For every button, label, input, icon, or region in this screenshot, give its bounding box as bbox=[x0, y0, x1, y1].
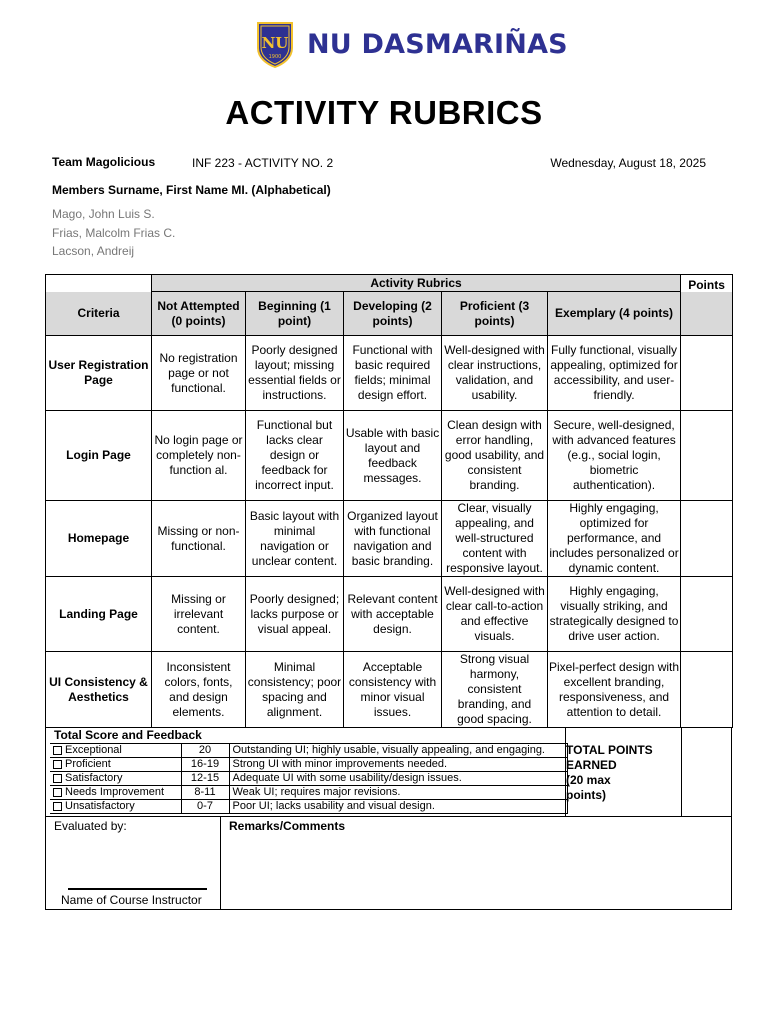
divider bbox=[681, 727, 682, 817]
instructor-name-label: Name of Course Instructor bbox=[61, 893, 202, 907]
rubric-row bbox=[46, 411, 733, 501]
rubric-cell: Basic layout with minimal navigation or unclear content. bbox=[246, 501, 344, 577]
score-level[interactable]: Proficient bbox=[50, 758, 181, 772]
rubric-table bbox=[45, 274, 733, 728]
rubric-cell: Strong visual harmony, consistent branding, and good spacing. bbox=[442, 652, 548, 728]
member-name: Mago, John Luis S. bbox=[52, 207, 155, 221]
criterion-cell: UI Consistency & Aesthetics bbox=[46, 652, 152, 728]
score-row bbox=[50, 772, 567, 786]
score-range: 8-11 bbox=[181, 786, 229, 800]
rubric-cell: Acceptable consistency with minor visual issues. bbox=[344, 652, 442, 728]
svg-text:1900: 1900 bbox=[268, 54, 282, 60]
score-feedback: Outstanding UI; highly usable, visually appealing, and engaging. bbox=[229, 744, 567, 758]
criterion-cell: User Registration Page bbox=[46, 336, 152, 411]
score-level[interactable]: Satisfactory bbox=[50, 772, 181, 786]
score-feedback-title: Total Score and Feedback bbox=[54, 728, 202, 742]
rubric-cell: Pixel-perfect design with excellent branding, responsiveness, and attention to detail. bbox=[548, 652, 681, 728]
checkbox-icon[interactable] bbox=[53, 746, 62, 755]
course-activity: INF 223 - ACTIVITY NO. 2 bbox=[192, 156, 334, 170]
level-header: Proficient (3 points) bbox=[442, 292, 548, 336]
score-feedback: Poor UI; lacks usability and visual design. bbox=[229, 800, 567, 814]
points-cell[interactable] bbox=[681, 652, 733, 728]
remarks-label: Remarks/Comments bbox=[229, 819, 346, 833]
points-header: Points bbox=[681, 292, 733, 336]
rubric-cell: Secure, well-designed, with advanced features (e.g., social login, biometric authentication). bbox=[548, 411, 681, 501]
group-header: Activity Rubrics bbox=[152, 275, 681, 292]
rubric-cell: Highly engaging, visually striking, and strategically designed to drive user action. bbox=[548, 577, 681, 652]
evaluated-by-label: Evaluated by: bbox=[54, 819, 127, 833]
rubric-cell: Missing or irrelevant content. bbox=[152, 577, 246, 652]
level-header: Beginning (1 point) bbox=[246, 292, 344, 336]
points-cell[interactable] bbox=[681, 501, 733, 577]
rubric-row bbox=[46, 336, 733, 411]
rubric-cell: Relevant content with acceptable design. bbox=[344, 577, 442, 652]
checkbox-icon[interactable] bbox=[53, 788, 62, 797]
rubric-cell: Inconsistent colors, fonts, and design elements. bbox=[152, 652, 246, 728]
score-row bbox=[50, 758, 567, 772]
score-level[interactable]: Unsatisfactory bbox=[50, 800, 181, 814]
member-name: Lacson, Andreij bbox=[52, 244, 135, 258]
level-header: Developing (2 points) bbox=[344, 292, 442, 336]
score-range: 16-19 bbox=[181, 758, 229, 772]
points-cell[interactable] bbox=[681, 577, 733, 652]
checkbox-icon[interactable] bbox=[53, 774, 62, 783]
rubric-cell: Well-designed with clear call-to-action and effective visuals. bbox=[442, 577, 548, 652]
score-range: 12-15 bbox=[181, 772, 229, 786]
criteria-header-top bbox=[46, 275, 152, 292]
rubric-cell: Organized layout with functional navigation and basic branding. bbox=[344, 501, 442, 577]
svg-text:NU: NU bbox=[261, 34, 289, 52]
points-cell[interactable] bbox=[681, 411, 733, 501]
score-feedback: Adequate UI with some usability/design issues. bbox=[229, 772, 567, 786]
score-level[interactable]: Needs Improvement bbox=[50, 786, 181, 800]
nu-logo bbox=[255, 20, 568, 68]
criterion-cell: Homepage bbox=[46, 501, 152, 577]
checkbox-icon[interactable] bbox=[53, 760, 62, 769]
divider bbox=[220, 817, 221, 909]
rubric-cell: Well-designed with clear instructions, validation, and usability. bbox=[442, 336, 548, 411]
score-row bbox=[50, 800, 567, 814]
rubric-cell: No login page or completely non-function al. bbox=[152, 411, 246, 501]
score-feedback: Weak UI; requires major revisions. bbox=[229, 786, 567, 800]
members-heading: Members Surname, First Name MI. (Alphabetical) bbox=[52, 183, 331, 197]
points-cell[interactable] bbox=[681, 336, 733, 411]
member-name: Frias, Malcolm Frias C. bbox=[52, 225, 176, 240]
divider bbox=[565, 727, 566, 817]
rubric-cell: Highly engaging, optimized for performance, and includes personalized or dynamic content. bbox=[549, 501, 679, 575]
checkbox-icon[interactable] bbox=[53, 802, 62, 811]
level-header: Exemplary (4 points) bbox=[548, 292, 681, 336]
rubric-cell: Missing or non-functional. bbox=[152, 501, 246, 577]
rubric-cell: Poorly designed; lacks purpose or visual appeal. bbox=[246, 577, 344, 652]
date: Wednesday, August 18, 2025 bbox=[550, 156, 706, 170]
nu-seal-icon bbox=[255, 20, 295, 68]
score-range: 20 bbox=[181, 744, 229, 758]
members-list bbox=[52, 205, 175, 261]
rubric-cell: Functional but lacks clear design or feedback for incorrect input. bbox=[246, 411, 344, 501]
team-name: Team Magolicious bbox=[52, 155, 156, 169]
total-points-label: TOTAL POINTS EARNED (20 max points) bbox=[566, 743, 653, 802]
rubric-cell: Functional with basic required fields; minimal design effort. bbox=[344, 336, 442, 411]
score-level[interactable]: Exceptional bbox=[50, 744, 181, 758]
divider bbox=[46, 816, 731, 817]
signature-line[interactable] bbox=[68, 888, 207, 890]
score-feedback: Strong UI with minor improvements needed. bbox=[229, 758, 567, 772]
score-row bbox=[50, 744, 567, 758]
rubric-row bbox=[46, 501, 733, 577]
criterion-cell: Landing Page bbox=[46, 577, 152, 652]
rubric-cell: No registration page or not functional. bbox=[152, 336, 246, 411]
level-header: Not Attempted (0 points) bbox=[152, 292, 246, 336]
score-feedback-section bbox=[45, 727, 732, 910]
rubric-cell: Poorly designed layout; missing essential fields or instructions. bbox=[246, 336, 344, 411]
rubric-cell: Clean design with error handling, good usability, and consistent branding. bbox=[442, 411, 548, 501]
score-scale-table bbox=[50, 743, 568, 814]
score-range: 0-7 bbox=[181, 800, 229, 814]
rubric-cell: Fully functional, visually appealing, optimized for accessibility, and user-friendly. bbox=[548, 336, 681, 411]
rubric-cell: Clear, visually appealing, and well-structured content with responsive layout. bbox=[442, 501, 548, 577]
logo-text: NU DASMARIÑAS bbox=[307, 28, 568, 60]
criterion-cell: Login Page bbox=[46, 411, 152, 501]
rubric-cell: Usable with basic layout and feedback messages. bbox=[344, 411, 442, 501]
criteria-header: Criteria bbox=[46, 292, 152, 336]
rubric-row bbox=[46, 577, 733, 652]
rubric-row bbox=[46, 652, 733, 728]
rubric-cell: Minimal consistency; poor spacing and alignment. bbox=[246, 652, 344, 728]
page-title: ACTIVITY RUBRICS bbox=[225, 94, 543, 131]
score-row bbox=[50, 786, 567, 800]
